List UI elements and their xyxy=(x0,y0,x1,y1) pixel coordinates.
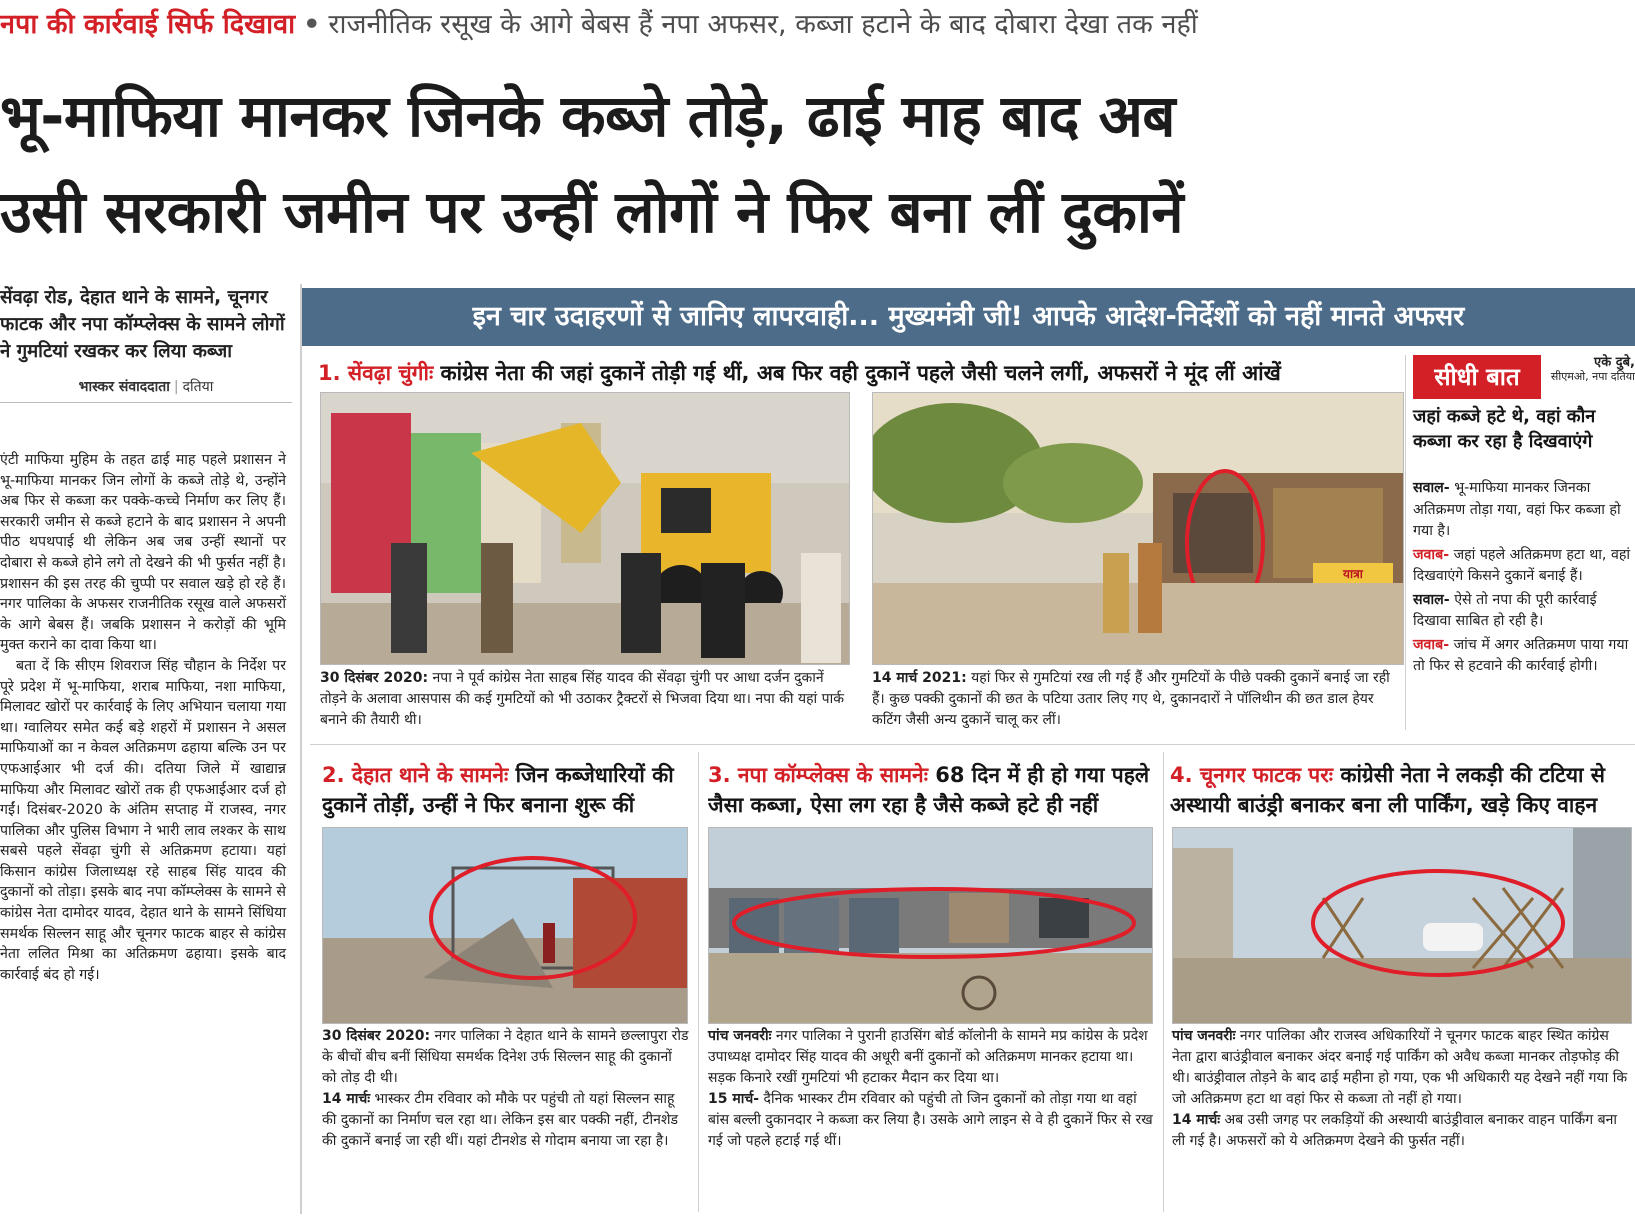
qa-item xyxy=(1413,635,1635,678)
byline xyxy=(0,377,292,403)
qa-label: सवाल- xyxy=(1413,480,1450,496)
seedhi-baat-qa xyxy=(1413,478,1635,680)
photo-napa-complex xyxy=(708,827,1153,1024)
qa-label: जवाब- xyxy=(1413,636,1450,653)
caption-text: अब उसी जगह पर लकड़ियों की अस्थायी बाउंड्रीवाल बनाकर वाहन पार्किंग बना ली गई है। अफसरों को ये अतिक्रमण देखने की फुर्सत नहीं। xyxy=(1172,1112,1618,1149)
caption-text: यहां फिर से गुमटियां रख ली गई हैं और गुमटियों के पीछे पक्की दुकानें बनाई जा रही हैं। कुछ पक्की दुकानों की छत के पटिया उतार लिए गए थे, दुकानदारों ने पॉलिथीन की छत डाल हेयर कटिंग जैसी अन्य दुकानें चालू कर लीं। xyxy=(872,670,1390,728)
caption-text: नगर पालिका ने पुरानी हाउसिंग बोर्ड कॉलोनी के सामने मप्र कांग्रेस के प्रदेश उपाध्यक्ष दामोदर सिंह यादव की अधूरी बनीं दुकानों को अतिक्रमण मानकर हटाया था। सड़क किनारे रखीं गुमटियां भी हटाकर मैदान कर दिया था। xyxy=(708,1028,1148,1086)
example-4-title xyxy=(1170,760,1635,820)
column-separator xyxy=(698,752,699,1212)
photo-bulldozer-demolition xyxy=(320,392,850,665)
caption-date: 15 मार्च- xyxy=(708,1091,760,1107)
qa-label: सवाल- xyxy=(1413,591,1450,608)
headline-line-2: उसी सरकारी जमीन पर उन्हीं लोगों ने फिर बना लीं दुकानें xyxy=(0,178,1184,246)
column-divider xyxy=(300,284,302,1214)
official-designation: सीएमओ, नपा दतिया xyxy=(1550,370,1635,383)
caption-paragraph xyxy=(1172,1026,1632,1110)
lead-deck: सेंवढ़ा रोड, देहात थाने के सामने, चूनगर फाटक और नपा कॉम्प्लेक्स के सामने लोगों ने गुमटियां रखकर कर लिया कब्जा xyxy=(0,287,285,362)
caption-date: 14 मार्चः xyxy=(1172,1112,1221,1128)
qa-text: जहां पहले अतिक्रमण हटा था, वहां दिखवाएंगे किसने दुकानें बनाई हैं। xyxy=(1413,546,1631,584)
byline-separator: | xyxy=(173,379,179,395)
qa-text: जांच में अगर अतिक्रमण पाया गया तो फिर से हटवाने की कार्रवाई होगी। xyxy=(1413,636,1629,674)
caption-date: 30 दिसंबर 2020: xyxy=(320,670,429,686)
example-1-caption-right xyxy=(872,668,1402,731)
examples-banner: इन चार उदाहरणों से जानिए लापरवाही... मुख्यमंत्री जी! आपके आदेश-निर्देशों को नहीं मानते अफसर xyxy=(302,288,1635,346)
seedhi-baat-divider xyxy=(1405,355,1406,730)
caption-date: पांच जनवरीः xyxy=(708,1028,772,1044)
example-3-caption xyxy=(708,1026,1158,1152)
example-2-headline: जिन कब्जेधारियों की दुकानें तोड़ीं, उन्हीं ने फिर बनाना शुरू कीं xyxy=(322,763,674,817)
example-2-number: 2. देहात थाने के सामनेः xyxy=(322,763,509,787)
example-1-caption-left xyxy=(320,668,850,731)
example-2-caption xyxy=(322,1026,690,1152)
caption-paragraph xyxy=(708,1089,1158,1152)
caption-text: नगर पालिका ने देहात थाने के सामने छल्लापुरा रोड के बीचों बीच बनीं सिंधिया समर्थक दिनेश उर्फ सिल्लन साहू की दुकानों को तोड़ दी थी। xyxy=(322,1028,689,1086)
caption-text: दैनिक भास्कर टीम रविवार को पहुंची तो जिन दुकानों को तोड़ा गया था वहां बांस बल्ली दुकानदार ने कब्जा कर लिया है। उसके आगे लाइन से वे ही दुकानें फिर से रख गई जो पहले हटाई गई थीं। xyxy=(708,1091,1153,1149)
official-name: एके दुबे, xyxy=(1594,355,1635,370)
example-4-caption xyxy=(1172,1026,1632,1152)
caption-date: 14 मार्चः xyxy=(322,1091,371,1107)
lead-block xyxy=(0,284,292,403)
example-1-number: 1. सेंवढ़ा चुंगीः xyxy=(318,361,434,385)
caption-date: पांच जनवरीः xyxy=(1172,1028,1236,1044)
kicker-text: राजनीतिक रसूख के आगे बेबस हैं नपा अफसर, कब्जा हटाने के बाद दोबारा देखा तक नहीं xyxy=(328,9,1198,40)
example-4-number: 4. चूनगर फाटक परः xyxy=(1170,763,1334,787)
caption-paragraph xyxy=(322,1089,690,1152)
example-1-title xyxy=(318,358,1408,388)
caption-date: 14 मार्च 2021: xyxy=(872,670,967,686)
byline-place: दतिया xyxy=(182,379,214,395)
caption-text: नगर पालिका और राजस्व अधिकारियों ने चूनगर फाटक बाहर स्थित कांग्रेस नेता द्वारा बाउंड्रीवाल बनाकर अंदर बनाई गई पार्किंग को अवैध कब्जा मानकर तोड़फोड़ की थी। बाउंड्रीवाल तोड़ने के बाद ढाई महीना हो गया, एक भी अधिकारी यह देखने नहीं गया कि जो अतिक्रमण हटा था वहां फिर से कब्जा तो नहीं हो गया। xyxy=(1172,1028,1628,1107)
qa-text: ऐसे तो नपा की पूरी कार्रवाई दिखावा साबित हो रही है। xyxy=(1413,591,1597,629)
main-headline xyxy=(0,68,1635,260)
kicker-line xyxy=(0,0,1635,52)
lead-paragraph: बता दें कि सीएम शिवराज सिंह चौहान के निर्देश पर पूरे प्रदेश में भू-माफिया, शराब माफिया, नशा माफिया, मिलावट खोरों पर कार्रवाई के लिए अभियान चलाया गया था। ग्वालियर समेत कई बड़े शहरों में प्रशासन ने असल माफियाओं का न केवल अतिक्रमण ढहाया बल्कि उन पर एफआईआर भी दर्ज की। दतिया जिले में खाद्यान्न माफिया और मिलावट खोरों तक ही एफआईआर दर्ज हो गईं। दिसंबर-2020 के अंतिम सप्ताह में राजस्व, नगर पालिका और पुलिस विभाग ने भारी लाव लश्कर के साथ सबसे पहले सेंवढ़ा चुंगी से अतिक्रमण हटाया। यहां किसान कांग्रेस जिलाध्यक्ष रहे साहब सिंह यादव की दुकानों को तोड़ा। इसके बाद नपा कॉम्प्लेक्स के सामने से कांग्रेस नेता दामोदर यादव, देहात थाने के सामने सिंधिया समर्थक सिल्लन साहू और चूनगर फाटक बाहर से कांग्रेस नेता ललित मिश्रा का अतिक्रमण ढहाया। इसके बाद कार्रवाई बंद हो गई। xyxy=(0,657,286,983)
example-4-headline: कांग्रेसी नेता ने लकड़ी की टटिया से अस्थायी बाउंड्री बनाकर बना ली पार्किंग, खड़े किए वाहन xyxy=(1170,763,1606,817)
lead-paragraph: एंटी माफिया मुहिम के तहत ढाई माह पहले प्रशासन ने भू-माफिया मानकर जिन लोगों के कब्जे तोड़े थे, उन्होंने अब फिर से कब्जा कर पक्के-कच्चे निर्माण कर लिए हैं। सरकारी जमीन से कब्जे हटाने के बाद प्रशासन ने अपनी पीठ थपथपाई थी लेकिन अब जब उन्हीं स्थानों पर दोबारा से कब्जे होने लगे तो देखने की भी फुर्सत नहीं है। प्रशासन की इस तरह की चुप्पी पर सवाल खड़े हो रहे हैं। नगर पालिका के अफसर राजनीतिक रसूख वाले अफसरों के आगे बेबस हैं। जबकि प्रशासन ने करोड़ों की भूमि मुक्त कराने का दावा किया था। xyxy=(0,452,286,654)
qa-item xyxy=(1413,478,1635,543)
caption-text: भास्कर टीम रविवार को मौके पर पहुंची तो यहां सिल्लन साहू की दुकानों का निर्माण चल रहा था। लेकिन इस बार पक्की नहीं, टीनशेड की दुकानें बनाई जा रही थीं। यहां टीनशेड से गोदाम बनाया जा रहा है। xyxy=(322,1091,678,1149)
caption-paragraph xyxy=(708,1026,1158,1089)
example-2-title xyxy=(322,760,690,820)
qa-item xyxy=(1413,590,1635,633)
seedhi-baat-official xyxy=(1545,356,1635,384)
section-divider xyxy=(310,744,1635,745)
headline-line-1: भू-माफिया मानकर जिनके कब्जे तोड़े, ढाई माह बाद अब xyxy=(0,82,1176,150)
qa-item xyxy=(1413,545,1635,588)
example-3-headline: 68 दिन में ही हो गया पहले जैसा कब्जा, ऐसा लग रहा है जैसे कब्जे हटे ही नहीं xyxy=(708,763,1150,817)
kicker-bullet: • xyxy=(303,9,321,40)
photo-dehat-thana xyxy=(322,827,688,1024)
caption-paragraph xyxy=(322,1026,690,1089)
caption-date: 30 दिसंबर 2020: xyxy=(322,1028,431,1044)
caption-text: नपा ने पूर्व कांग्रेस नेता साहब सिंह यादव की सेंवढ़ा चुंगी पर आधा दर्जन दुकानें तोड़ने के अलावा आसपास की कई गुमटियों को भी उठाकर ट्रैक्टरों से भिजवा दिया था। नपा की यहां पार्क बनाने की तैयारी थी। xyxy=(320,670,844,728)
lead-body xyxy=(0,450,286,985)
example-1-headline: कांग्रेस नेता की जहां दुकानें तोड़ी गई थीं, अब फिर वही दुकानें पहले जैसी चलने लगीं, अफसरों ने मूंद लीं आंखें xyxy=(440,361,1281,385)
photo-shops-rebuilt xyxy=(872,392,1404,665)
example-3-number: 3. नपा कॉम्प्लेक्स के सामनेः xyxy=(708,763,928,787)
qa-text: भू-माफिया मानकर जिनका अतिक्रमण तोड़ा गया, वहां फिर कब्जा हो गया है। xyxy=(1413,480,1621,539)
photo-chungar-phatak xyxy=(1172,827,1632,1024)
kicker-label: नपा की कार्रवाई सिर्फ दिखावा xyxy=(0,9,296,40)
seedhi-baat-quote: जहां कब्जे हटे थे, वहां कौन कब्जा कर रहा है दिखवाएंगे xyxy=(1413,406,1596,452)
qa-label: जवाब- xyxy=(1413,546,1450,563)
byline-source: भास्कर संवाददाता xyxy=(78,379,170,395)
example-3-title xyxy=(708,760,1158,820)
column-separator xyxy=(1163,752,1164,1212)
photo-shop-sign: यात्रा xyxy=(1343,567,1363,581)
seedhi-baat-badge: सीधी बात xyxy=(1413,355,1541,399)
caption-paragraph xyxy=(1172,1110,1632,1152)
